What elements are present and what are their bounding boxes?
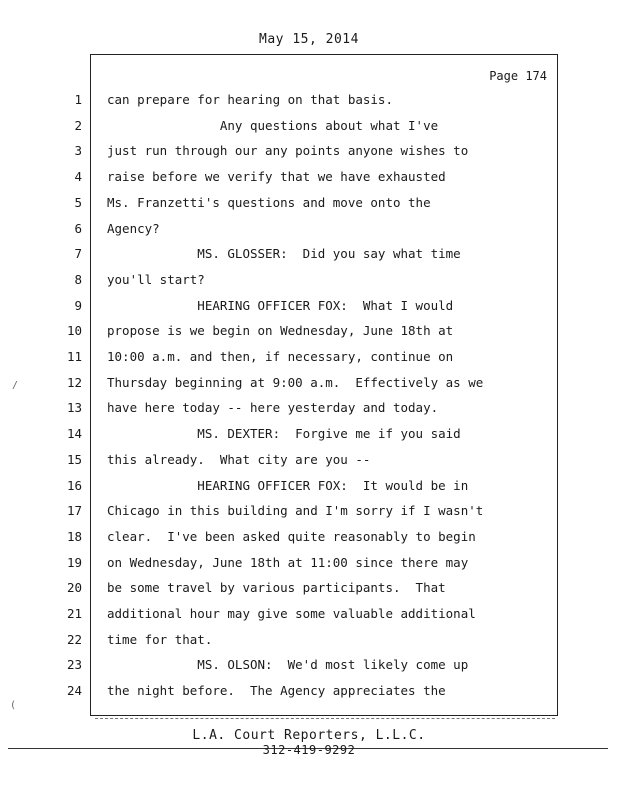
transcript-line	[0, 167, 618, 187]
transcript-line	[0, 630, 618, 650]
transcript-line	[0, 219, 618, 239]
transcript-line	[0, 244, 618, 264]
line-text: can prepare for hearing on that basis.	[107, 92, 393, 107]
transcript-line	[0, 270, 618, 290]
line-text: this already. What city are you --	[107, 451, 371, 467]
line-number: 6	[74, 220, 82, 236]
transcript-line	[0, 655, 618, 675]
transcript-line	[0, 501, 618, 521]
line-text: Thursday beginning at 9:00 a.m. Effectively as we	[107, 374, 484, 390]
line-text: Agency?	[107, 220, 160, 236]
line-number: 1	[74, 92, 82, 107]
transcript-date: May 15, 2014	[259, 32, 359, 47]
line-number: 24	[66, 683, 82, 699]
line-number: 4	[74, 169, 82, 185]
line-number: 3	[74, 143, 82, 159]
transcript-line	[0, 604, 618, 624]
line-text: time for that.	[107, 631, 213, 647]
transcript-line	[0, 578, 618, 598]
margin-mark: /	[12, 380, 19, 391]
page-number: Page 174	[489, 69, 547, 83]
transcript-line	[0, 450, 618, 470]
line-number: 13	[66, 400, 82, 416]
line-number: 23	[66, 657, 82, 673]
line-text: Ms. Franzetti's questions and move onto the	[107, 194, 431, 210]
line-number: 2	[74, 117, 82, 133]
line-text: have here today -- here yesterday and today.	[107, 400, 439, 416]
line-text: HEARING OFFICER FOX: What I would	[107, 297, 454, 313]
line-text: Chicago in this building and I'm sorry if I wasn't	[107, 503, 484, 519]
line-number: 11	[66, 349, 82, 364]
transcript-line	[0, 476, 618, 496]
line-text: propose is we begin on Wednesday, June 18th at	[107, 323, 454, 339]
line-text: on Wednesday, June 18th at 11:00 since there may	[107, 554, 469, 570]
line-text: you'll start?	[107, 271, 205, 287]
margin-mark: (	[10, 700, 17, 711]
line-number: 15	[66, 451, 82, 467]
line-text: Any questions about what I've	[107, 117, 439, 133]
line-text: HEARING OFFICER FOX: It would be in	[107, 477, 469, 493]
transcript-line	[0, 296, 618, 316]
line-number: 9	[74, 297, 82, 313]
line-text: MS. OLSON: We'd most likely come up	[107, 657, 469, 673]
line-number: 19	[66, 554, 82, 570]
transcript-line	[0, 321, 618, 341]
reporter-name: L.A. Court Reporters, L.L.C.	[192, 728, 426, 743]
line-number: 8	[74, 271, 82, 287]
transcript-line	[0, 373, 618, 393]
line-text: 10:00 a.m. and then, if necessary, continue on	[107, 349, 454, 364]
line-number: 16	[66, 477, 82, 493]
line-number: 22	[66, 631, 82, 647]
line-text: clear. I've been asked quite reasonably to begin	[107, 528, 476, 544]
transcript-line	[0, 553, 618, 573]
transcript-line	[0, 398, 618, 418]
line-text: just run through our any points anyone wishes to	[107, 143, 469, 159]
transcript-line	[0, 347, 618, 367]
transcript-line	[0, 116, 618, 136]
transcript-line	[0, 90, 618, 110]
frame-bottom-dash	[95, 718, 555, 719]
transcript-line	[0, 141, 618, 161]
line-number: 21	[66, 606, 82, 621]
line-number: 18	[66, 528, 82, 544]
line-number: 7	[74, 246, 82, 262]
line-text: be some travel by various participants. That	[107, 580, 446, 596]
line-text: additional hour may give some valuable additional	[107, 606, 476, 621]
line-text: raise before we verify that we have exhausted	[107, 169, 446, 185]
line-text: the night before. The Agency appreciates the	[107, 683, 446, 699]
line-text: MS. DEXTER: Forgive me if you said	[107, 426, 461, 442]
transcript-line	[0, 527, 618, 547]
transcript-line	[0, 424, 618, 444]
line-number: 12	[66, 374, 82, 390]
line-number: 20	[66, 580, 82, 596]
reporter-phone: 312-419-9292	[262, 743, 356, 757]
line-number: 14	[66, 426, 82, 442]
line-number: 5	[74, 194, 82, 210]
line-text: MS. GLOSSER: Did you say what time	[107, 246, 461, 262]
transcript-line	[0, 681, 618, 701]
line-number: 17	[66, 503, 82, 519]
line-number: 10	[66, 323, 82, 339]
transcript-line	[0, 193, 618, 213]
